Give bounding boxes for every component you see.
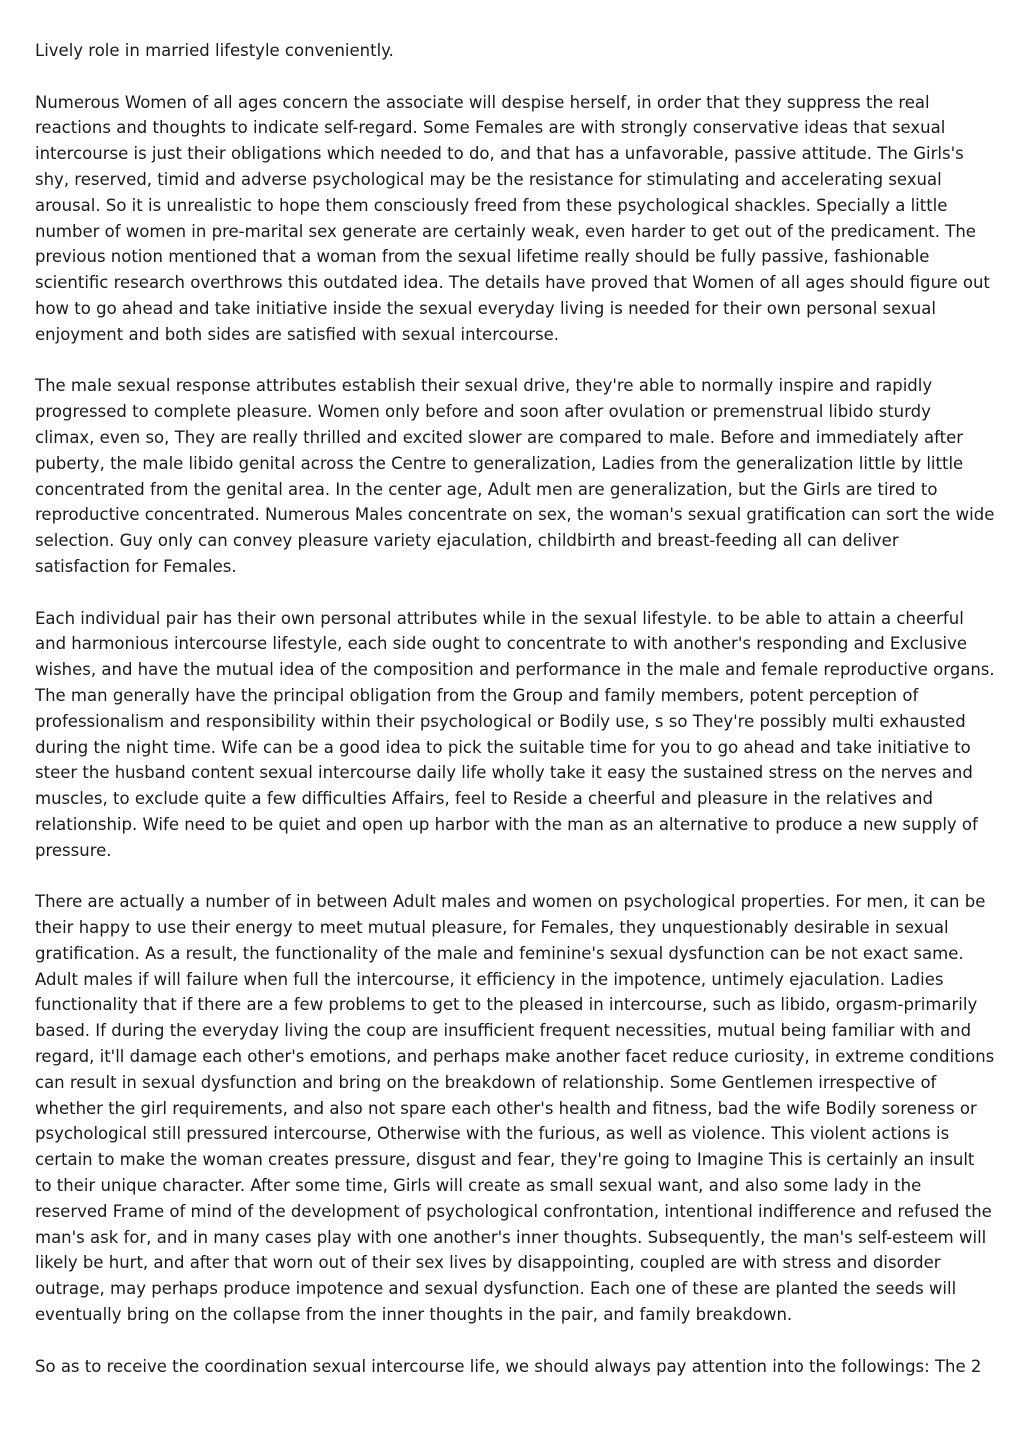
document-page bbox=[35, 38, 995, 1405]
paragraph-1: Lively role in married lifestyle conveniently. bbox=[35, 41, 394, 60]
paragraph-2: Numerous Women of all ages concern the associate will despise herself, in order that they suppress the real reactions and thoughts to indicate self-regard. Some Females are with strongly conservative ideas that sexual intercourse is just their obligations which needed to do, and that has a unfavorable, passive attitude. The Girls's shy, reserved, timid and adverse psychological may be the resistance for stimulating and accelerating sexual arousal. So it is unrealistic to hope them consciously freed from these psychological shackles. Specially a little number of women in pre-marital sex generate are certainly weak, even harder to get out of the predicament. The previous notion mentioned that a woman from the sexual lifetime really should be fully passive, fashionable scientific research overthrows this outdated idea. The details have proved that Women of all ages should figure out how to go ahead and take initiative inside the sexual everyday living is needed for their own personal sexual enjoyment and both sides are satisfied with sexual intercourse. bbox=[35, 92, 990, 344]
paragraph-4: Each individual pair has their own personal attributes while in the sexual lifestyle. to be able to attain a cheerful and harmonious intercourse lifestyle, each side ought to concentrate to with another's responding and Exclusive wishes, and have the mutual idea of the composition and performance in the male and female reproductive organs. The man generally have the principal obligation from the Group and family members, potent perception of professionalism and responsibility within their psychological or Bodily use, s so They're possibly multi exhausted during the night time. Wife can be a good idea to pick the suitable time for you to go ahead and take initiative to steer the husband content sexual intercourse daily life wholly take it easy the sustained stress on the nerves and muscles, to exclude quite a few difficulties Affairs, feel to Reside a cheerful and pleasure in the relatives and relationship. Wife need to be quiet and open up harbor with the man as an alternative to produce a new supply of pressure. bbox=[35, 608, 995, 860]
paragraph-6: So as to receive the coordination sexual intercourse life, we should always pay attention into the followings: The 2 bbox=[35, 1356, 982, 1376]
paragraph-3: The male sexual response attributes establish their sexual drive, they're able to normally inspire and rapidly progressed to complete pleasure. Women only before and soon after ovulation or premenstrual libido sturdy climax, even so, They are really thrilled and excited slower are compared to male. Before and immediately after puberty, the male libido genital across the Centre to generalization, Ladies from the generalization little by little concentrated from the genital area. In the center age, Adult men are generalization, but the Girls are tired to reproductive concentrated. Numerous Males concentrate on sex, the woman's sexual gratification can sort the wide selection. Guy only can convey pleasure variety ejaculation, childbirth and breast-feeding all can deliver satisfaction for Females. bbox=[35, 376, 995, 576]
paragraph-5: There are actually a number of in between Adult males and women on psychological properties. For men, it can be their happy to use their energy to meet mutual pleasure, for Females, they unquestionably desirable in sexual gratification. As a result, the functionality of the male and feminine's sexual dysfunction can be not exact same. Adult males if will failure when full the intercourse, it efficiency in the impotence, untimely ejaculation. Ladies functionality that if there are a few problems to get to the pleased in intercourse, such as libido, orgasm-primarily based. If during the everyday living the coup are insufficient frequent necessities, mutual being familiar with and regard, it'll damage each other's emotions, and perhaps make another facet reduce curiosity, in extreme conditions can result in sexual dysfunction and bring on the breakdown of relationship. Some Gentlemen irrespective of whether the girl requirements, and also not spare each other's health and fitness, bad the wife Bodily soreness or psychological still pressured intercourse, Otherwise with the furious, as well as violence. This violent actions is certain to make the woman creates pressure, disgust and fear, they're going to Imagine This is certainly an insult to their unique character. After some time, Girls will create as small sexual want, and also some lady in the reserved Frame of mind of the development of psychological confrontation, intentional indifference and refused the man's ask for, and in many cases play with one another's inner thoughts. Subsequently, the man's self-esteem will likely be hurt, and after that worn out of their sex lives by disappointing, coupled are with stress and disorder outrage, may perhaps produce impotence and sexual dysfunction. Each one of these are planted the seeds will eventually bring on the collapse from the inner thoughts in the pair, and family breakdown. bbox=[35, 892, 995, 1325]
